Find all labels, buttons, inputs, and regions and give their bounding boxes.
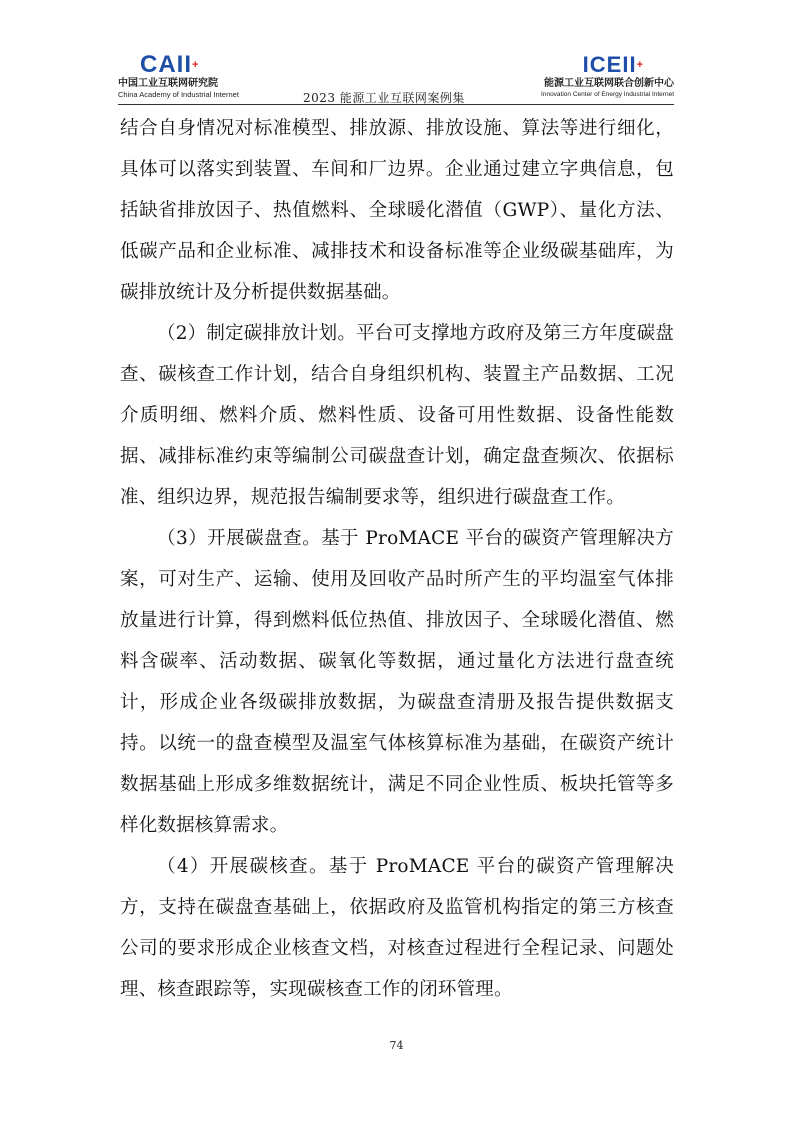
iceii-logo-mark: ICEII xyxy=(582,52,637,77)
iceii-logo-plus: + xyxy=(636,59,644,71)
caii-logo xyxy=(118,52,258,99)
caii-logo-plus: + xyxy=(192,59,200,71)
header-divider xyxy=(118,104,674,105)
page-body xyxy=(120,108,674,1010)
header-title: 2023 能源工业互联网案例集 xyxy=(303,91,465,105)
caii-name-cn: 中国工业互联网研究院 xyxy=(118,78,218,89)
paragraph-carbon-verification: （4）开展碳核查。基于 ProMACE 平台的碳资产管理解决方，支持在碳盘查基础上，依据政府及监管机构指定的第三方核查公司的要求形成企业核查文档，对核查过程进行全程记录、问题处理、核查跟踪等，实现碳核查工作的闭环管理。 xyxy=(120,856,674,1000)
caii-name-en: China Academy of Industrial Internet xyxy=(118,90,239,99)
paragraph-carbon-plan: （2）制定碳排放计划。平台可支撑地方政府及第三方年度碳盘查、碳核查工作计划，结合自身组织机构、装置主产品数据、工况介质明细、燃料介质、燃料性质、设备可用性数据、设备性能数据、减排标准约束等编制公司碳盘查计划，确定盘查频次、依据标准、组织边界，规范报告编制要求等，组织进行碳盘查工作。 xyxy=(120,323,674,508)
caii-logo-mark: CAII xyxy=(140,51,192,78)
iceii-logo xyxy=(534,52,674,99)
iceii-name-cn: 能源工业互联网联合创新中心 xyxy=(544,78,674,89)
iceii-name-en: Innovation Center of Energy Industrial Internet xyxy=(541,91,674,98)
paragraph-continued: 结合自身情况对标准模型、排放源、排放设施、算法等进行细化，具体可以落实到装置、车间和厂边界。企业通过建立字典信息，包括缺省排放因子、热值燃料、全球暖化潜值（GWP）、量化方法、低碳产品和企业标准、减排技术和设备标准等企业级碳基础库，为碳排放统计及分析提供数据基础。 xyxy=(120,118,674,303)
page-number: 74 xyxy=(389,1039,404,1052)
paragraph-carbon-inventory: （3）开展碳盘查。基于 ProMACE 平台的碳资产管理解决方案，可对生产、运输、使用及回收产品时所产生的平均温室气体排放量进行计算，得到燃料低位热值、排放因子、全球暖化潜值、燃料含碳率、活动数据、碳氧化等数据，通过量化方法进行盘查统计，形成企业各级碳排放数据，为碳盘查清册及报告提供数据支持。以统一的盘查模型及温室气体核算标准为基础，在碳资产统计数据基础上形成多维数据统计，满足不同企业性质、板块托管等多样化数据核算需求。 xyxy=(120,528,674,836)
page-header xyxy=(118,52,674,104)
